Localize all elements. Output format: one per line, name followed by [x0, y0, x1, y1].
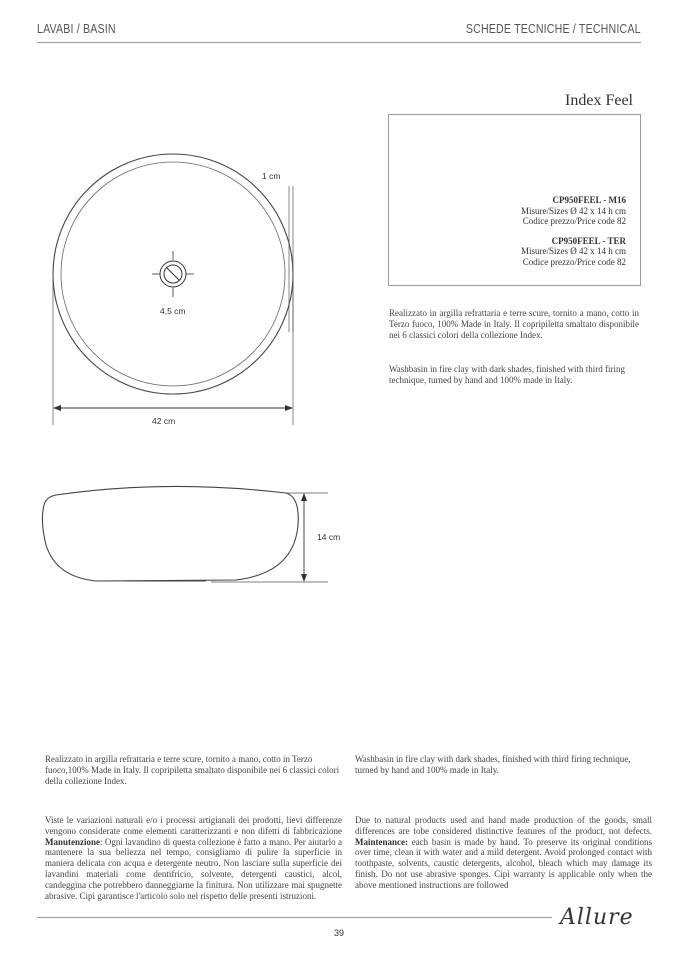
page-number: 39 — [333, 928, 344, 938]
basin-profile — [42, 486, 298, 581]
product-description-english: Washbasin in fire clay with dark shades, finished with third firing technique, turned by hand and 100% made in Italy. — [389, 364, 625, 385]
top-view-drawing — [30, 150, 320, 440]
product-description-italian: Realizzato in argilla refrattaria e terre scure, tornito a mano, cotto in Terzo fuoco, 100% Made in Italy. Il copripiletta smaltato disponibile nei 6 classici colori della collezione Index. — [389, 308, 639, 340]
product-sizes: Misure/Sizes Ø 42 x 14 h cm — [521, 205, 626, 216]
footer-notes-text: Due to natural products used and hand made production of the goods, small differences are tobe considered distinctive features of the product, not defects. — [355, 815, 652, 836]
product-price-code: Codice prezzo/Price code 82 — [522, 216, 626, 226]
diameter-dimension-label: 42 cm — [152, 416, 176, 426]
height-dimension-label: 14 cm — [317, 532, 341, 542]
product-price-code: Codice prezzo/Price code 82 — [522, 256, 626, 267]
header-section-label: LAVABI / BASIN — [37, 22, 116, 36]
product-sizes: Misure/Sizes Ø 42 x 14 h cm — [521, 246, 626, 256]
maintenance-label: Maintenance: — [355, 836, 408, 847]
rim-dimension-label: 1 cm — [262, 171, 281, 181]
footer-notes-text: Viste le variazioni naturali e/o i processi artigianali dei prodotti, lievi differenze vengono considerate come elementi caratterizzanti e non difetti di fabbricazione — [45, 815, 342, 836]
maintenance-label: Manutenzione — [45, 836, 100, 847]
maintenance-text: each basin is made by hand. To preserve its original conditions over time, clean it with water and a mild detergent. Avoid prolonged contact with toothpaste, solvents, caustic detergents, alcohol, bleach which may damage its finish. Do not use abrasive sponges. Cipì warranty is applicable only when the above mentioned instructions are followed — [355, 836, 652, 890]
header-divider — [37, 42, 641, 43]
header-document-type: SCHEDE TECNICHE / TECHNICAL — [466, 22, 641, 36]
footer-divider — [37, 917, 552, 918]
drain-dimension-label: 4,5 cm — [160, 306, 186, 316]
maintenance-text: : Ogni lavandino di questa collezione è fatto a mano. Per aiutarlo a mantenere la sua bellezza nel tempo, consigliamo di pulire la superficie in maniera delicata con acqua e detergente neutro. Non lasciare sulla superficie dei lavandini materiali come dentifricio, solvente, detergenti caustici, alcol, candeggina che potrebbero danneggiarne la finitura. Non utilizzare mai spugnette abrasive. Cipì garantisce l'articolo solo nel rispetto delle presenti istruzioni. — [45, 836, 342, 901]
footer-description-english: Washbasin in fire clay with dark shades, finished with third firing technique, turned by hand and 100% made in Italy. — [355, 754, 631, 775]
product-code: CP950FEEL - TER — [551, 235, 626, 246]
footer-care-notes-english — [355, 815, 652, 891]
product-codes — [521, 195, 626, 267]
product-code: CP950FEEL - M16 — [552, 195, 626, 205]
footer-description-italian: Realizzato in argilla refrattaria e terre scure, tornito a mano, cotto in Terzo fuoco,100% Made in Italy. Il copripiletta smaltato disponibile nei 6 classici colori della collezione Index. — [45, 754, 340, 786]
brand-logo: Allure — [560, 905, 634, 930]
product-title: Index Feel — [565, 92, 633, 109]
footer-care-notes-italian — [45, 815, 342, 901]
side-view-drawing — [36, 485, 356, 590]
